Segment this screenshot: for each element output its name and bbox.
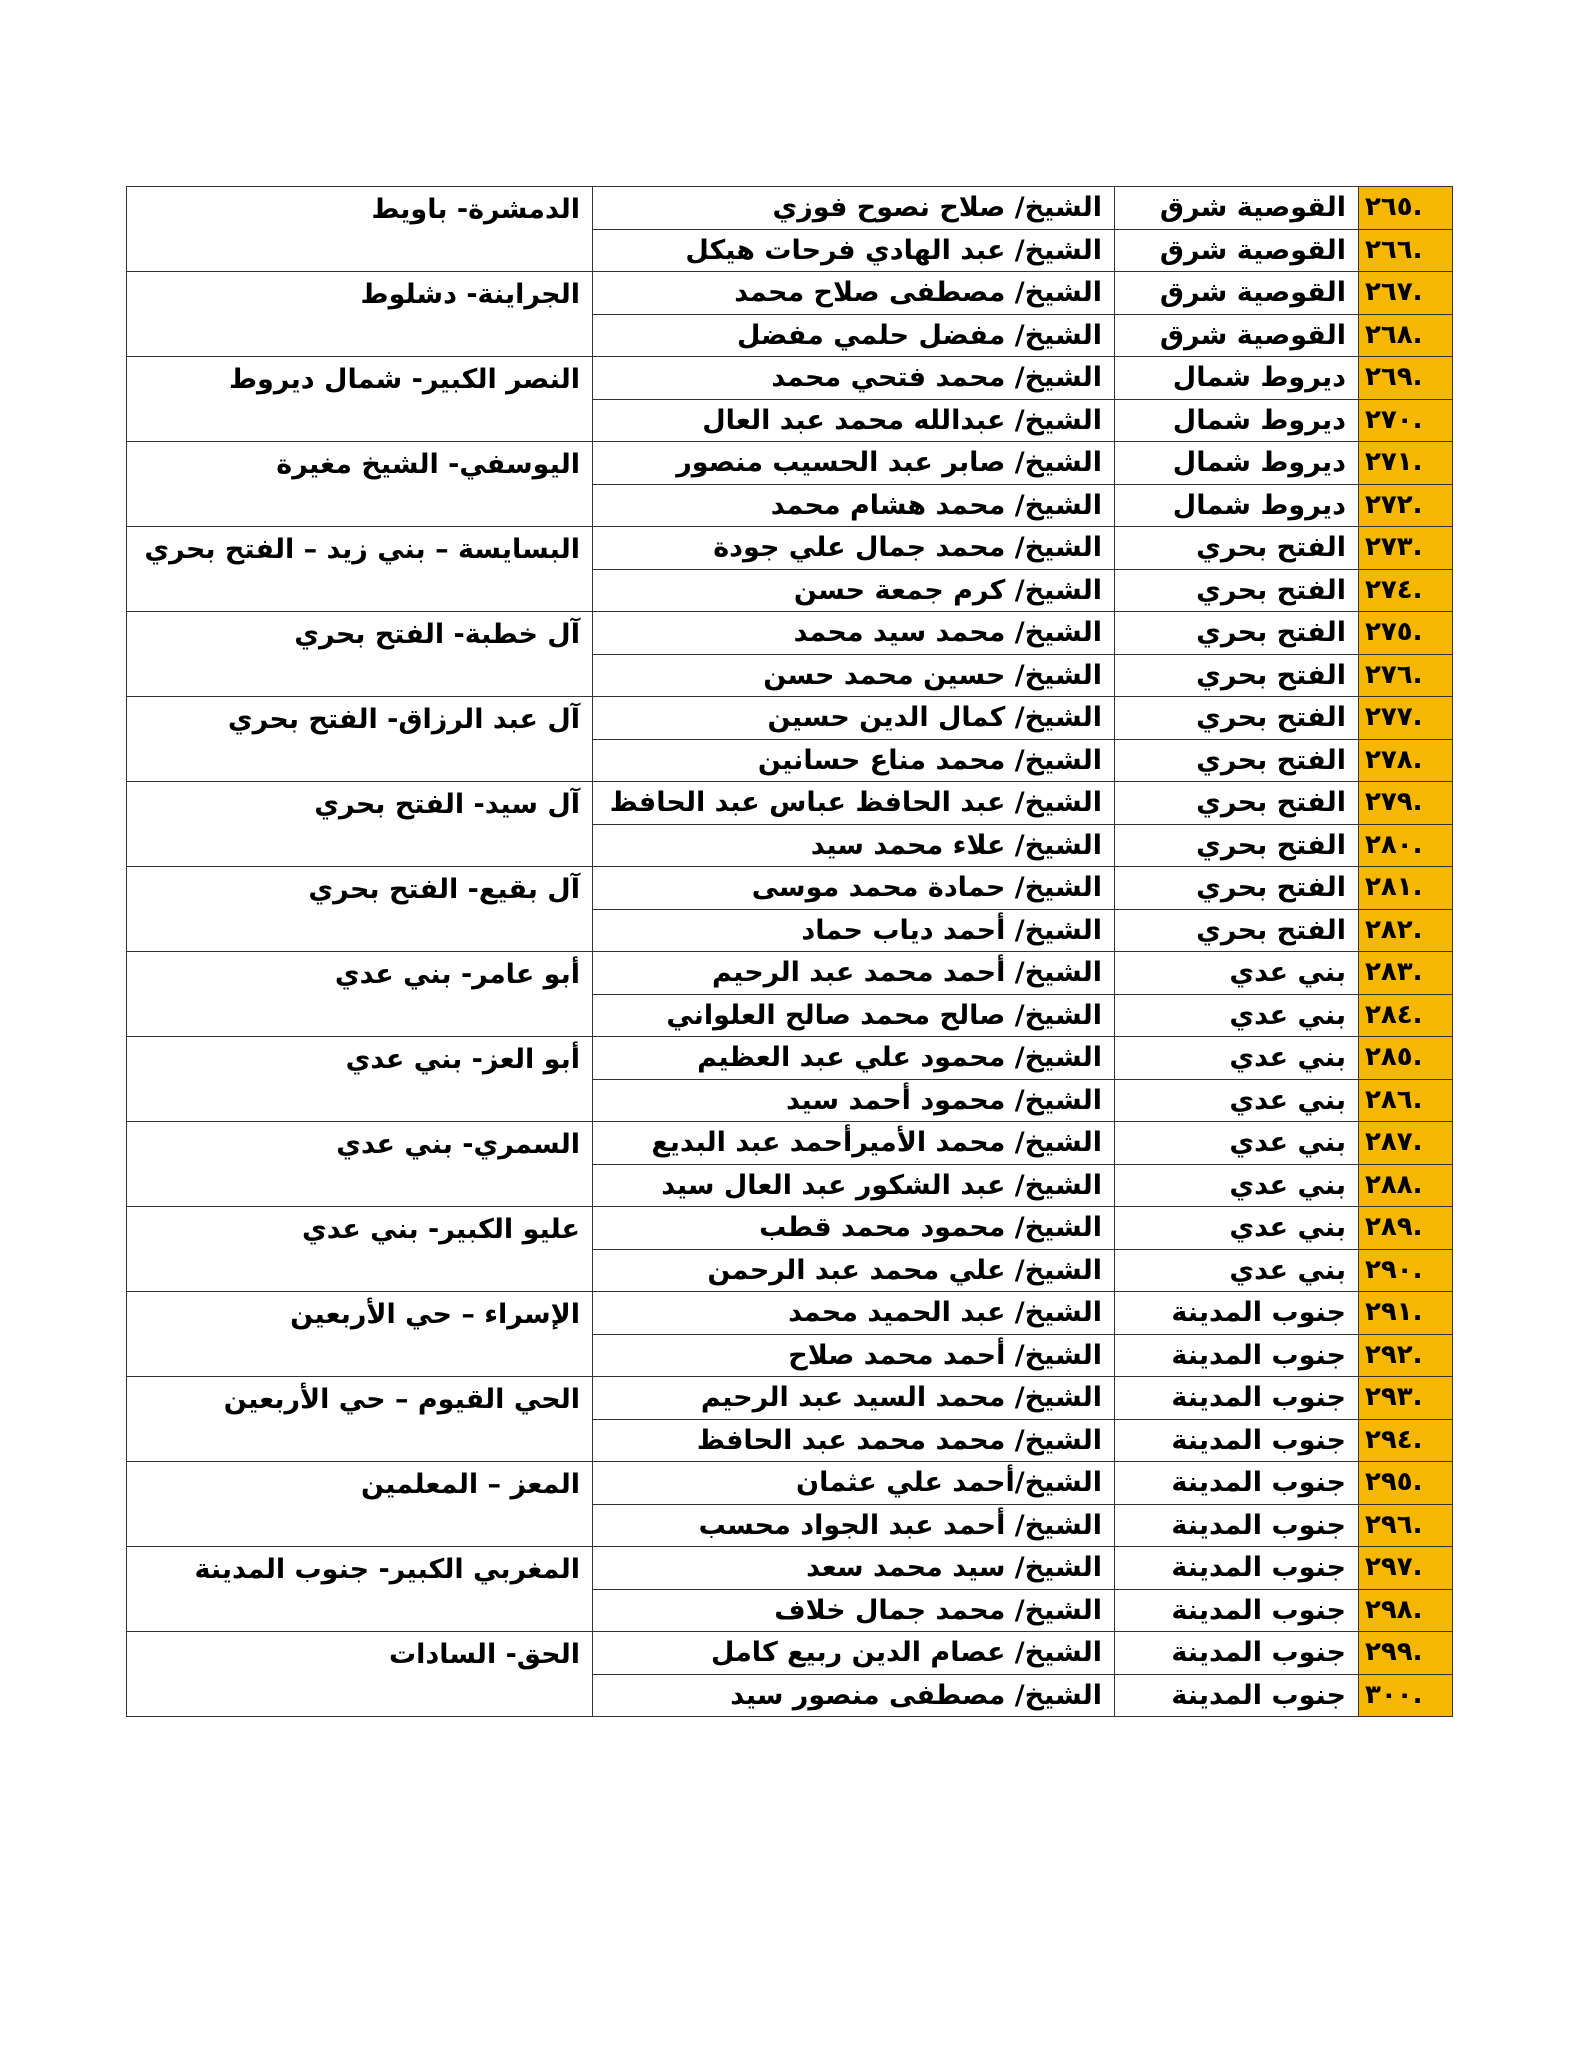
sheikh-cell: الشيخ/ محمد سيد محمد — [593, 612, 1115, 655]
sheikh-cell: الشيخ/ محمد هشام محمد — [593, 484, 1115, 527]
area-cell: جنوب المدينة — [1115, 1589, 1359, 1632]
table-row — [127, 1547, 1453, 1590]
sheikh-cell: الشيخ/ محمد جمال علي جودة — [593, 527, 1115, 570]
assignment-table — [126, 186, 1453, 1717]
sheikh-cell: الشيخ/ محمد فتحي محمد — [593, 357, 1115, 400]
area-cell: ديروط شمال — [1115, 399, 1359, 442]
row-number: ٢٩٤. — [1359, 1419, 1453, 1462]
table-row — [127, 1037, 1453, 1080]
area-cell: جنوب المدينة — [1115, 1334, 1359, 1377]
area-cell: بني عدي — [1115, 1037, 1359, 1080]
row-number: ٣٠٠. — [1359, 1674, 1453, 1717]
table-row — [127, 1377, 1453, 1420]
sheikh-cell: الشيخ/ صلاح نصوح فوزي — [593, 187, 1115, 230]
sheikh-cell: الشيخ/ أحمد محمد صلاح — [593, 1334, 1115, 1377]
mosque-cell: النصر الكبير- شمال ديروط — [127, 357, 593, 442]
area-cell: بني عدي — [1115, 994, 1359, 1037]
sheikh-cell: الشيخ/ عبد الشكور عبد العال سيد — [593, 1164, 1115, 1207]
mosque-cell: آل بقيع- الفتح بحري — [127, 867, 593, 952]
row-number: ٢٨٩. — [1359, 1207, 1453, 1250]
area-cell: الفتح بحري — [1115, 909, 1359, 952]
mosque-cell: عليو الكبير- بني عدي — [127, 1207, 593, 1292]
row-number: ٢٦٦. — [1359, 229, 1453, 272]
sheikh-cell: الشيخ/ عبد الحافظ عباس عبد الحافظ — [593, 782, 1115, 825]
table-row — [127, 272, 1453, 315]
area-cell: بني عدي — [1115, 1207, 1359, 1250]
area-cell: ديروط شمال — [1115, 442, 1359, 485]
sheikh-cell: الشيخ/ مفضل حلمي مفضل — [593, 314, 1115, 357]
row-number: ٢٦٧. — [1359, 272, 1453, 315]
area-cell: الفتح بحري — [1115, 569, 1359, 612]
row-number: ٢٨٦. — [1359, 1079, 1453, 1122]
mosque-cell: أبو العز- بني عدي — [127, 1037, 593, 1122]
area-cell: بني عدي — [1115, 1122, 1359, 1165]
sheikh-cell: الشيخ/ سيد محمد سعد — [593, 1547, 1115, 1590]
mosque-cell: الإسراء – حي الأربعين — [127, 1292, 593, 1377]
row-number: ٢٧١. — [1359, 442, 1453, 485]
table-row — [127, 1207, 1453, 1250]
row-number: ٢٩٦. — [1359, 1504, 1453, 1547]
sheikh-cell: الشيخ/ حمادة محمد موسى — [593, 867, 1115, 910]
area-cell: الفتح بحري — [1115, 612, 1359, 655]
row-number: ٢٦٩. — [1359, 357, 1453, 400]
area-cell: جنوب المدينة — [1115, 1674, 1359, 1717]
mosque-cell: آل سيد- الفتح بحري — [127, 782, 593, 867]
row-number: ٢٦٨. — [1359, 314, 1453, 357]
mosque-cell: البسايسة – بني زيد – الفتح بحري — [127, 527, 593, 612]
area-cell: بني عدي — [1115, 1164, 1359, 1207]
row-number: ٢٩٨. — [1359, 1589, 1453, 1632]
area-cell: ديروط شمال — [1115, 484, 1359, 527]
table-row — [127, 1632, 1453, 1675]
mosque-cell: المغربي الكبير- جنوب المدينة — [127, 1547, 593, 1632]
area-cell: الفتح بحري — [1115, 824, 1359, 867]
sheikh-cell: الشيخ/ محمد مناع حسانين — [593, 739, 1115, 782]
table-row — [127, 1122, 1453, 1165]
mosque-cell: الدمشرة- باويط — [127, 187, 593, 272]
sheikh-cell: الشيخ/ صالح محمد صالح العلواني — [593, 994, 1115, 1037]
sheikh-cell: الشيخ/ محمد محمد عبد الحافظ — [593, 1419, 1115, 1462]
sheikh-cell: الشيخ/ أحمد محمد عبد الرحيم — [593, 952, 1115, 995]
area-cell: القوصية شرق — [1115, 187, 1359, 230]
sheikh-cell: الشيخ/ عبدالله محمد عبد العال — [593, 399, 1115, 442]
row-number: ٢٨١. — [1359, 867, 1453, 910]
sheikh-cell: الشيخ/ عبد الهادي فرحات هيكل — [593, 229, 1115, 272]
sheikh-cell: الشيخ/ أحمد دياب حماد — [593, 909, 1115, 952]
area-cell: جنوب المدينة — [1115, 1547, 1359, 1590]
row-number: ٢٧٦. — [1359, 654, 1453, 697]
area-cell: الفتح بحري — [1115, 527, 1359, 570]
table-row — [127, 697, 1453, 740]
row-number: ٢٧٣. — [1359, 527, 1453, 570]
sheikh-cell: الشيخ/ مصطفى صلاح محمد — [593, 272, 1115, 315]
row-number: ٢٩٢. — [1359, 1334, 1453, 1377]
area-cell: بني عدي — [1115, 952, 1359, 995]
row-number: ٢٩٣. — [1359, 1377, 1453, 1420]
mosque-cell: أبو عامر- بني عدي — [127, 952, 593, 1037]
row-number: ٢٧٧. — [1359, 697, 1453, 740]
sheikh-cell: الشيخ/ محمود محمد قطب — [593, 1207, 1115, 1250]
area-cell: ديروط شمال — [1115, 357, 1359, 400]
mosque-cell: السمري- بني عدي — [127, 1122, 593, 1207]
area-cell: جنوب المدينة — [1115, 1504, 1359, 1547]
area-cell: جنوب المدينة — [1115, 1419, 1359, 1462]
table-row — [127, 952, 1453, 995]
sheikh-cell: الشيخ/ علي محمد عبد الرحمن — [593, 1249, 1115, 1292]
area-cell: جنوب المدينة — [1115, 1377, 1359, 1420]
sheikh-cell: الشيخ/ محمد الأميرأحمد عبد البديع — [593, 1122, 1115, 1165]
row-number: ٢٨٠. — [1359, 824, 1453, 867]
mosque-cell: آل خطبة- الفتح بحري — [127, 612, 593, 697]
area-cell: بني عدي — [1115, 1079, 1359, 1122]
row-number: ٢٧٢. — [1359, 484, 1453, 527]
area-cell: الفتح بحري — [1115, 697, 1359, 740]
table-row — [127, 357, 1453, 400]
mosque-cell: المعز – المعلمين — [127, 1462, 593, 1547]
area-cell: القوصية شرق — [1115, 229, 1359, 272]
area-cell: جنوب المدينة — [1115, 1632, 1359, 1675]
row-number: ٢٨٢. — [1359, 909, 1453, 952]
area-cell: جنوب المدينة — [1115, 1292, 1359, 1335]
mosque-cell: آل عبد الرزاق- الفتح بحري — [127, 697, 593, 782]
row-number: ٢٨٧. — [1359, 1122, 1453, 1165]
row-number: ٢٨٨. — [1359, 1164, 1453, 1207]
row-number: ٢٩٥. — [1359, 1462, 1453, 1505]
sheikh-cell: الشيخ/أحمد علي عثمان — [593, 1462, 1115, 1505]
row-number: ٢٩١. — [1359, 1292, 1453, 1335]
mosque-cell: الحق- السادات — [127, 1632, 593, 1717]
row-number: ٢٨٥. — [1359, 1037, 1453, 1080]
area-cell: الفتح بحري — [1115, 739, 1359, 782]
table-row — [127, 187, 1453, 230]
row-number: ٢٦٥. — [1359, 187, 1453, 230]
sheikh-cell: الشيخ/ محمود علي عبد العظيم — [593, 1037, 1115, 1080]
row-number: ٢٨٤. — [1359, 994, 1453, 1037]
assignment-table-body — [127, 187, 1453, 1717]
row-number: ٢٩٧. — [1359, 1547, 1453, 1590]
mosque-cell: الجراينة- دشلوط — [127, 272, 593, 357]
row-number: ٢٧٥. — [1359, 612, 1453, 655]
row-number: ٢٧٨. — [1359, 739, 1453, 782]
sheikh-cell: الشيخ/ محمود أحمد سيد — [593, 1079, 1115, 1122]
sheikh-cell: الشيخ/ محمد جمال خلاف — [593, 1589, 1115, 1632]
area-cell: القوصية شرق — [1115, 272, 1359, 315]
row-number: ٢٩٩. — [1359, 1632, 1453, 1675]
row-number: ٢٧٤. — [1359, 569, 1453, 612]
mosque-cell: اليوسفي- الشيخ مغيرة — [127, 442, 593, 527]
area-cell: بني عدي — [1115, 1249, 1359, 1292]
row-number: ٢٨٣. — [1359, 952, 1453, 995]
area-cell: الفتح بحري — [1115, 782, 1359, 825]
table-row — [127, 1292, 1453, 1335]
table-row — [127, 442, 1453, 485]
table-row — [127, 867, 1453, 910]
table-row — [127, 1462, 1453, 1505]
sheikh-cell: الشيخ/ حسين محمد حسن — [593, 654, 1115, 697]
mosque-cell: الحي القيوم – حي الأربعين — [127, 1377, 593, 1462]
area-cell: جنوب المدينة — [1115, 1462, 1359, 1505]
sheikh-cell: الشيخ/ صابر عبد الحسيب منصور — [593, 442, 1115, 485]
sheikh-cell: الشيخ/ كرم جمعة حسن — [593, 569, 1115, 612]
area-cell: الفتح بحري — [1115, 867, 1359, 910]
sheikh-cell: الشيخ/ مصطفى منصور سيد — [593, 1674, 1115, 1717]
table-row — [127, 782, 1453, 825]
sheikh-cell: الشيخ/ عبد الحميد محمد — [593, 1292, 1115, 1335]
area-cell: الفتح بحري — [1115, 654, 1359, 697]
sheikh-cell: الشيخ/ علاء محمد سيد — [593, 824, 1115, 867]
sheikh-cell: الشيخ/ كمال الدين حسين — [593, 697, 1115, 740]
area-cell: القوصية شرق — [1115, 314, 1359, 357]
row-number: ٢٩٠. — [1359, 1249, 1453, 1292]
sheikh-cell: الشيخ/ أحمد عبد الجواد محسب — [593, 1504, 1115, 1547]
row-number: ٢٧٠. — [1359, 399, 1453, 442]
sheikh-cell: الشيخ/ محمد السيد عبد الرحيم — [593, 1377, 1115, 1420]
table-row — [127, 612, 1453, 655]
sheikh-cell: الشيخ/ عصام الدين ربيع كامل — [593, 1632, 1115, 1675]
table-row — [127, 527, 1453, 570]
row-number: ٢٧٩. — [1359, 782, 1453, 825]
